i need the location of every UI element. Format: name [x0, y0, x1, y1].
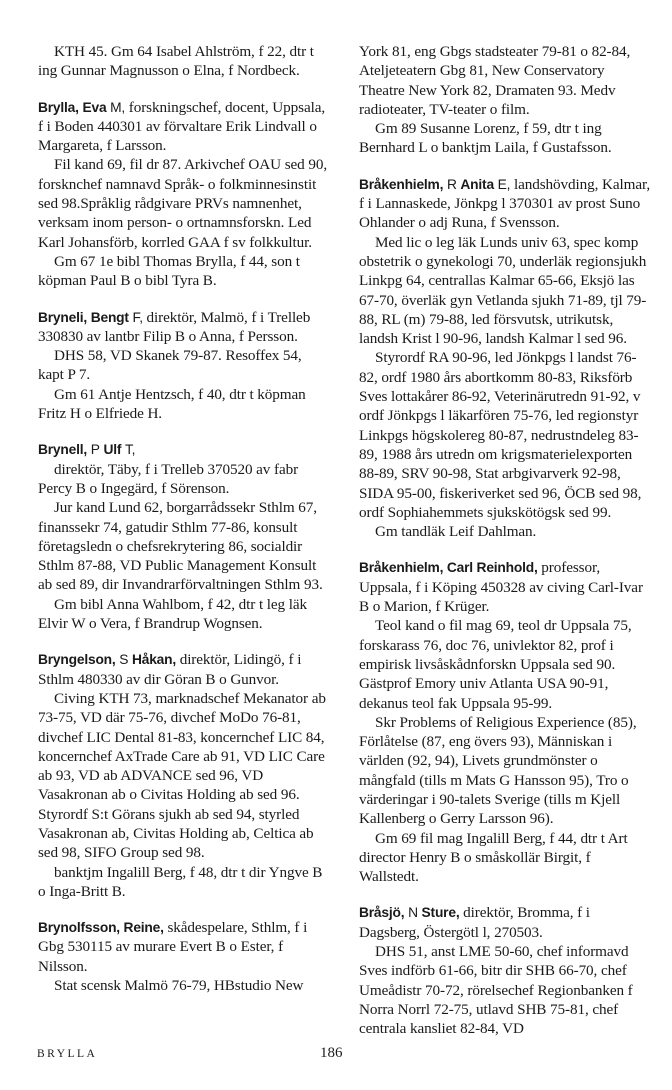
entry-paragraph: Gm 61 Antje Hentzsch, f 40, dtr t köpman Fritz H o Elfriede H. — [38, 385, 306, 423]
entry-given-bold: Anita — [460, 176, 494, 192]
left-column — [38, 42, 330, 995]
entry-surname: Brynolfsson, Reine, — [38, 920, 164, 936]
entry-paragraph: Teol kand o fil mag 69, teol dr Uppsala 75, forskarass 76, doc 76, univlektor 82, prof i empirisk livsåskådnforskn Uppsala sed 90. Gästprof Emory univ Atlanta USA 90-91, dekanus teol fak Uppsala 95-99. — [359, 617, 632, 712]
entry-brynolfsson-reine — [38, 918, 330, 995]
entry-bryngelson-hakan — [38, 650, 330, 901]
entry-given-plain: S — [119, 652, 129, 668]
page-number: 186 — [320, 1045, 343, 1061]
entry-bryneli-bengt — [38, 308, 330, 424]
entry-head — [359, 558, 651, 616]
entry-brylla-eva — [38, 98, 330, 291]
entry-given-plain: R — [446, 176, 457, 192]
entry-head — [38, 918, 330, 976]
entry-surname: Bryngelson, — [38, 652, 116, 668]
entry-given-plain: N — [408, 905, 418, 921]
entry-given-rest: F, — [132, 309, 143, 325]
entry-brynell-ulf — [38, 440, 330, 633]
entry-head-text: professor, Uppsala, f i Köping 450328 av civing Carl-Ivar B o Marion, f Krüger. — [359, 559, 643, 616]
entry-paragraph: Med lic o leg läk Lunds univ 63, spec komp obstetrik o gynekologi 70, underläk regionsjukh Linkpg 64, centrallas Kalmar 65-66, Eksjö las 67-70, överläk gyn Vetlanda sjukh 71-89, tjl 79-88, RL (m) 79-88, led försvutsk, utrikutsk, landsh Krist l 90-96, landsh Kalmar l sed 96. — [359, 233, 647, 348]
entry-brakenhielm-anita — [359, 175, 651, 542]
entry-head-text: forskningschef, docent, Uppsala, f i Boden 440301 av förvaltare Erik Lindvall o Margareta, f Larsson. — [38, 98, 326, 155]
continuation-text: KTH 45. Gm 64 Isabel Ahlström, f 22, dtr t ing Gunnar Magnusson o Elna, f Nordbeck. — [38, 43, 314, 80]
entry-paragraph: Fil kand 69, fil dr 87. Arkivchef OAU sed 90, forsknchef namnavd Språk- o folkminnesinstit sed 98.Språklig rådgivare PRVs namnenhet, verksam inom person- o ortnamnsforskn. Led Karl Johansförb, korrled GAA f sv folkkultur. — [38, 156, 328, 251]
entry-paragraph: Jur kand Lund 62, borgarrådssekr Sthlm 67, finanssekr 74, gatudir Sthlm 77-86, konsult företagsledn o chefsrekrytering 86, socialdir Sthlm 87-88, VD Public Management Konsult ab sed 89, dir Invandrarförvaltningen Sthlm 93. — [38, 499, 323, 594]
entry-surname: Brylla, — [38, 99, 79, 115]
entry-paragraph: DHS 58, VD Skanek 79-87. Resoffex 54, kapt P 7. — [38, 347, 302, 384]
entry-surname: Bryneli, — [38, 309, 88, 325]
entry-paragraph: direktör, Täby, f i Trelleb 370520 av fabr Percy B o Ingegärd, f Sörenson. — [38, 460, 299, 497]
entry-head — [359, 175, 651, 233]
entry-paragraph: Skr Problems of Religious Experience (85), Förlåtelse (87, eng övers 93), Människan i världen (92, 94), Livets grundmönster o mångfald (tills m Mats G Hansson 95), Tro o värderingar i 90-talets Sverige (tills m Kjell Kallenberg o Gerry Larsson 96). — [359, 713, 637, 828]
entry-surname: Bråsjö, — [359, 905, 405, 921]
entry-head-text: skådespelare, Sthlm, f i Gbg 530115 av murare Evert B o Ester, f Nilsson. — [38, 919, 308, 975]
entry-paragraph: DHS 51, anst LME 50-60, chef informavd Sves indförb 61-66, bitr dir SHB 66-70, chef Umeådistr 70-72, rörelsechef Regionbanken f Norra Norrl 72-75, utlavd SHB 75-81, chef centrala kansliet 82-84, VD — [359, 943, 633, 1038]
entry-given-bold: Håkan, — [131, 652, 176, 668]
entry-paragraph: Gm tandläk Leif Dahlman. — [375, 523, 537, 541]
continuation-text: Gm 89 Susanne Lorenz, f 59, dtr t ing Bernhard L o banktjm Laila, f Gustafsson. — [359, 120, 612, 157]
entry-paragraph: Gm 67 1e bibl Thomas Brylla, f 44, son t köpman Paul B o bibl Tyra B. — [38, 252, 300, 290]
entry-paragraph: Civing KTH 73, marknadschef Mekanator ab 73-75, VD där 75-76, divchef MoDo 76-81, divchef LIC Dental 81-83, koncernchef LIC 84, koncernchef AxTrade Care ab 91, VD LIC Care ab 93, VD ab ADVANCE sed 96, VD Vasakronan ab o Civitas Holding ab sed 96. Styrordf S:t Görans sjukh ab sed 94, styrled Vasakronan ab, Civitas Holding ab, Celtica ab sed 98, SIFO Group sed 98. — [38, 689, 326, 862]
entry-surname: Bråkenhielm, — [359, 176, 444, 192]
entry-head — [38, 440, 330, 459]
entry-paragraph: banktjm Ingalill Berg, f 48, dtr t dir Yngve B o Inga-Britt B. — [38, 863, 323, 900]
entry-given-rest: M, — [110, 99, 126, 115]
right-column — [359, 42, 651, 1039]
entry-head-text: direktör, Bromma, f i Dagsberg, Östergötl l, 270503. — [359, 904, 590, 941]
entry-head — [359, 903, 651, 942]
entry-head-text: direktör, Malmö, f i Trelleb 330830 av lantbr Filip B o Anna, f Persson. — [38, 308, 311, 345]
entry-brakenhielm-carl — [359, 558, 651, 886]
entry-surname: Bråkenhielm, Carl Reinhold, — [359, 560, 538, 576]
entry-paragraph: Stat scensk Malmö 76-79, HBstudio New — [54, 977, 304, 995]
entry-paragraph: Gm 69 fil mag Ingalill Berg, f 44, dtr t Art director Henry B o småskollär Birgit, f Wallstedt. — [359, 829, 628, 886]
entry-head — [38, 308, 330, 347]
entry-given-rest: T, — [124, 442, 136, 458]
entry-given-bold: Ulf — [103, 442, 122, 458]
running-head: BRYLLA — [37, 1048, 98, 1060]
entry-given-bold: Bengt — [90, 309, 129, 325]
entry-head-text: direktör, Lidingö, f i Sthlm 480330 av dir Göran B o Gunvor. — [38, 651, 302, 688]
entry-surname: Brynell, — [38, 442, 88, 458]
entry-paragraph: Styrordf RA 90-96, led Jönkpgs l landst 76-82, ordf 1980 års abortkomm 80-83, Riksförb Sves lottakårer 86-92, Veterinärutredn 91-92, v ordf Jönkpgs l läkarfören 75-76, led regionstyr Linkpgs högskolereg 80-87, nedrustndeleg 83-89, 1988 års utredn om krigsmaterielexporten 88-89, SRV 90-98, Stat arbgivarverk 92-98, SIDA 95-00, fiskeriverket sed 96, ÖCB sed 98, ordf Sophiahemmets sjukskötögsk sed 99. — [359, 349, 642, 521]
entry-given-plain: P — [90, 442, 100, 458]
entry-head — [38, 98, 330, 156]
entry-head — [38, 650, 330, 689]
entry-given-rest: E, — [497, 176, 511, 192]
entry-paragraph: Gm bibl Anna Wahlbom, f 42, dtr t leg läk Elvir W o Vera, f Brandrup Wognsen. — [38, 595, 307, 633]
entry-given-bold: Sture, — [421, 905, 460, 921]
entry-brasjo-sture — [359, 903, 651, 1038]
entry-head-text: landshövding, Kalmar, f i Lannaskede, Jönkpg l 370301 av prost Suno Ohlander o adj Runa, f Svensson. — [359, 175, 651, 232]
entry-given-bold: Eva — [82, 99, 107, 115]
continuation-text: York 81, eng Gbgs stadsteater 79-81 o 82-84, Ateljeteatern Gbg 81, New Conservatory Theatre New York 82, Dramaten 93. Medv radioteater, TV-teater o film. — [359, 43, 631, 118]
